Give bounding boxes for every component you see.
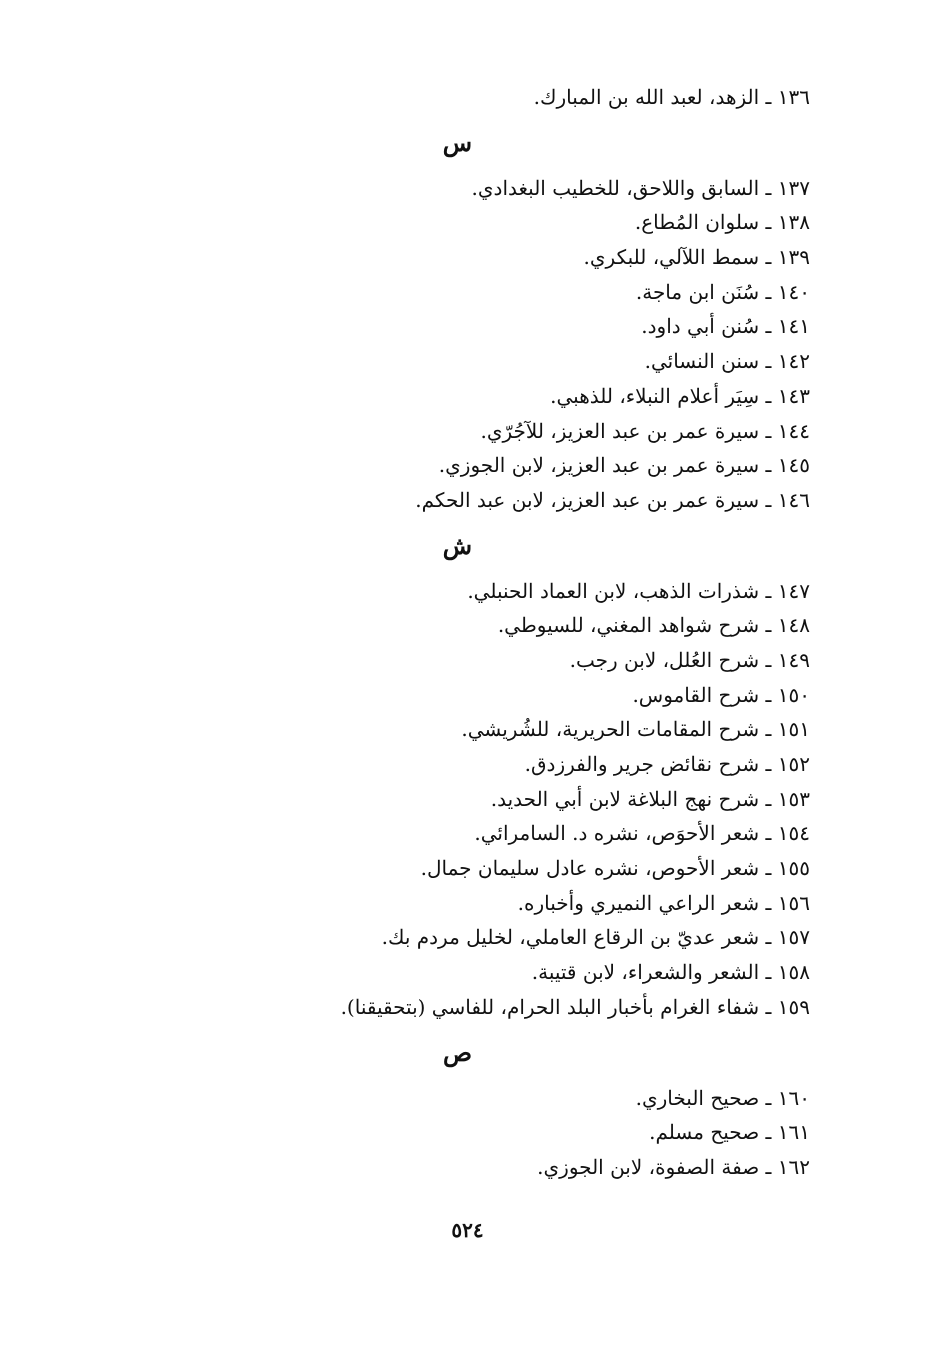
bibliography-entry: ١٤٥ ـ سيرة عمر بن عبد العزيز، لابن الجوزي. bbox=[438, 453, 810, 478]
bibliography-entry: ١٤٠ ـ سُنَن ابن ماجة. bbox=[635, 279, 810, 304]
bibliography-entry: ١٥٦ ـ شعر الراعي النميري وأخباره. bbox=[517, 890, 810, 915]
section-letter-heading: ش bbox=[442, 530, 472, 560]
bibliography-entry: ١٤٩ ـ شرح العُلل، لابن رجب. bbox=[569, 647, 810, 672]
bibliography-entry: ١٥٢ ـ شرح نقائض جرير والفرزدق. bbox=[524, 752, 810, 776]
bibliography-entry: ١٦١ ـ صحيح مسلم. bbox=[649, 1120, 810, 1145]
section-letter-heading: س bbox=[442, 127, 472, 157]
section-block bbox=[110, 518, 810, 1025]
bibliography-entry: ١٦٠ ـ صحيح البخاري. bbox=[635, 1085, 810, 1110]
page-number: ٥٢٤ bbox=[451, 1218, 484, 1242]
bibliography-entry: ١٤٧ ـ شذرات الذهب، لابن العماد الحنبلي. bbox=[467, 578, 810, 603]
bibliography-entry: ١٥٩ ـ شفاء الغرام بأخبار البلد الحرام، للفاسي (بتحقيقنا). bbox=[340, 994, 810, 1019]
section-block bbox=[110, 1025, 810, 1185]
bibliography-entry: ١٥٠ ـ شرح القاموس. bbox=[632, 682, 810, 707]
bibliography-entry: ١٥٧ ـ شعر عديّ بن الرقاع العاملي، لخليل مردم بك. bbox=[381, 925, 810, 950]
section-block bbox=[110, 115, 810, 518]
bibliography-entry: ١٦٢ ـ صفة الصفوة، لابن الجوزي. bbox=[537, 1154, 810, 1179]
bibliography-entry: ١٤٤ ـ سيرة عمر بن عبد العزيز، للآجُرّي. bbox=[480, 418, 810, 443]
bibliography-entry: ١٥١ ـ شرح المقامات الحريرية، للشُريشي. bbox=[461, 717, 810, 742]
section-letter-heading: ص bbox=[442, 1037, 472, 1067]
bibliography-entry: ١٤٣ ـ سِيَر أعلام النبلاء، للذهبي. bbox=[550, 383, 810, 408]
bibliography-entry: ١٤٨ ـ شرح شواهد المغني، للسيوطي. bbox=[497, 613, 810, 638]
bibliography-entry: ١٣٧ ـ السابق واللاحق، للخطيب البغدادي. bbox=[471, 175, 810, 200]
bibliography-entry: ١٥٤ ـ شعر الأحوَص، نشره د. السامرائي. bbox=[474, 821, 810, 846]
bibliography-entry: ١٤٦ ـ سيرة عمر بن عبد العزيز، لابن عبد الحكم. bbox=[415, 487, 810, 512]
bibliography-entry: ١٤١ ـ سُنن أبي داود. bbox=[641, 314, 810, 339]
section-block bbox=[110, 80, 810, 115]
bibliography-entry: ١٣٨ ـ سلوان المُطاع. bbox=[634, 210, 810, 235]
bibliography-list bbox=[110, 80, 810, 1185]
bibliography-entry: ١٥٥ ـ شعر الأحوص، نشره عادل سليمان جمال. bbox=[420, 856, 810, 881]
bibliography-entry: ١٣٦ ـ الزهد، لعبد الله بن المبارك. bbox=[533, 85, 810, 109]
bibliography-entry: ١٥٣ ـ شرح نهج البلاغة لابن أبي الحديد. bbox=[490, 786, 810, 811]
bibliography-entry: ١٥٨ ـ الشعر والشعراء، لابن قتيبة. bbox=[531, 960, 810, 985]
bibliography-entry: ١٣٩ ـ سمط اللآلي، للبكري. bbox=[583, 245, 810, 270]
bibliography-entry: ١٤٢ ـ سنن النسائي. bbox=[644, 349, 810, 374]
